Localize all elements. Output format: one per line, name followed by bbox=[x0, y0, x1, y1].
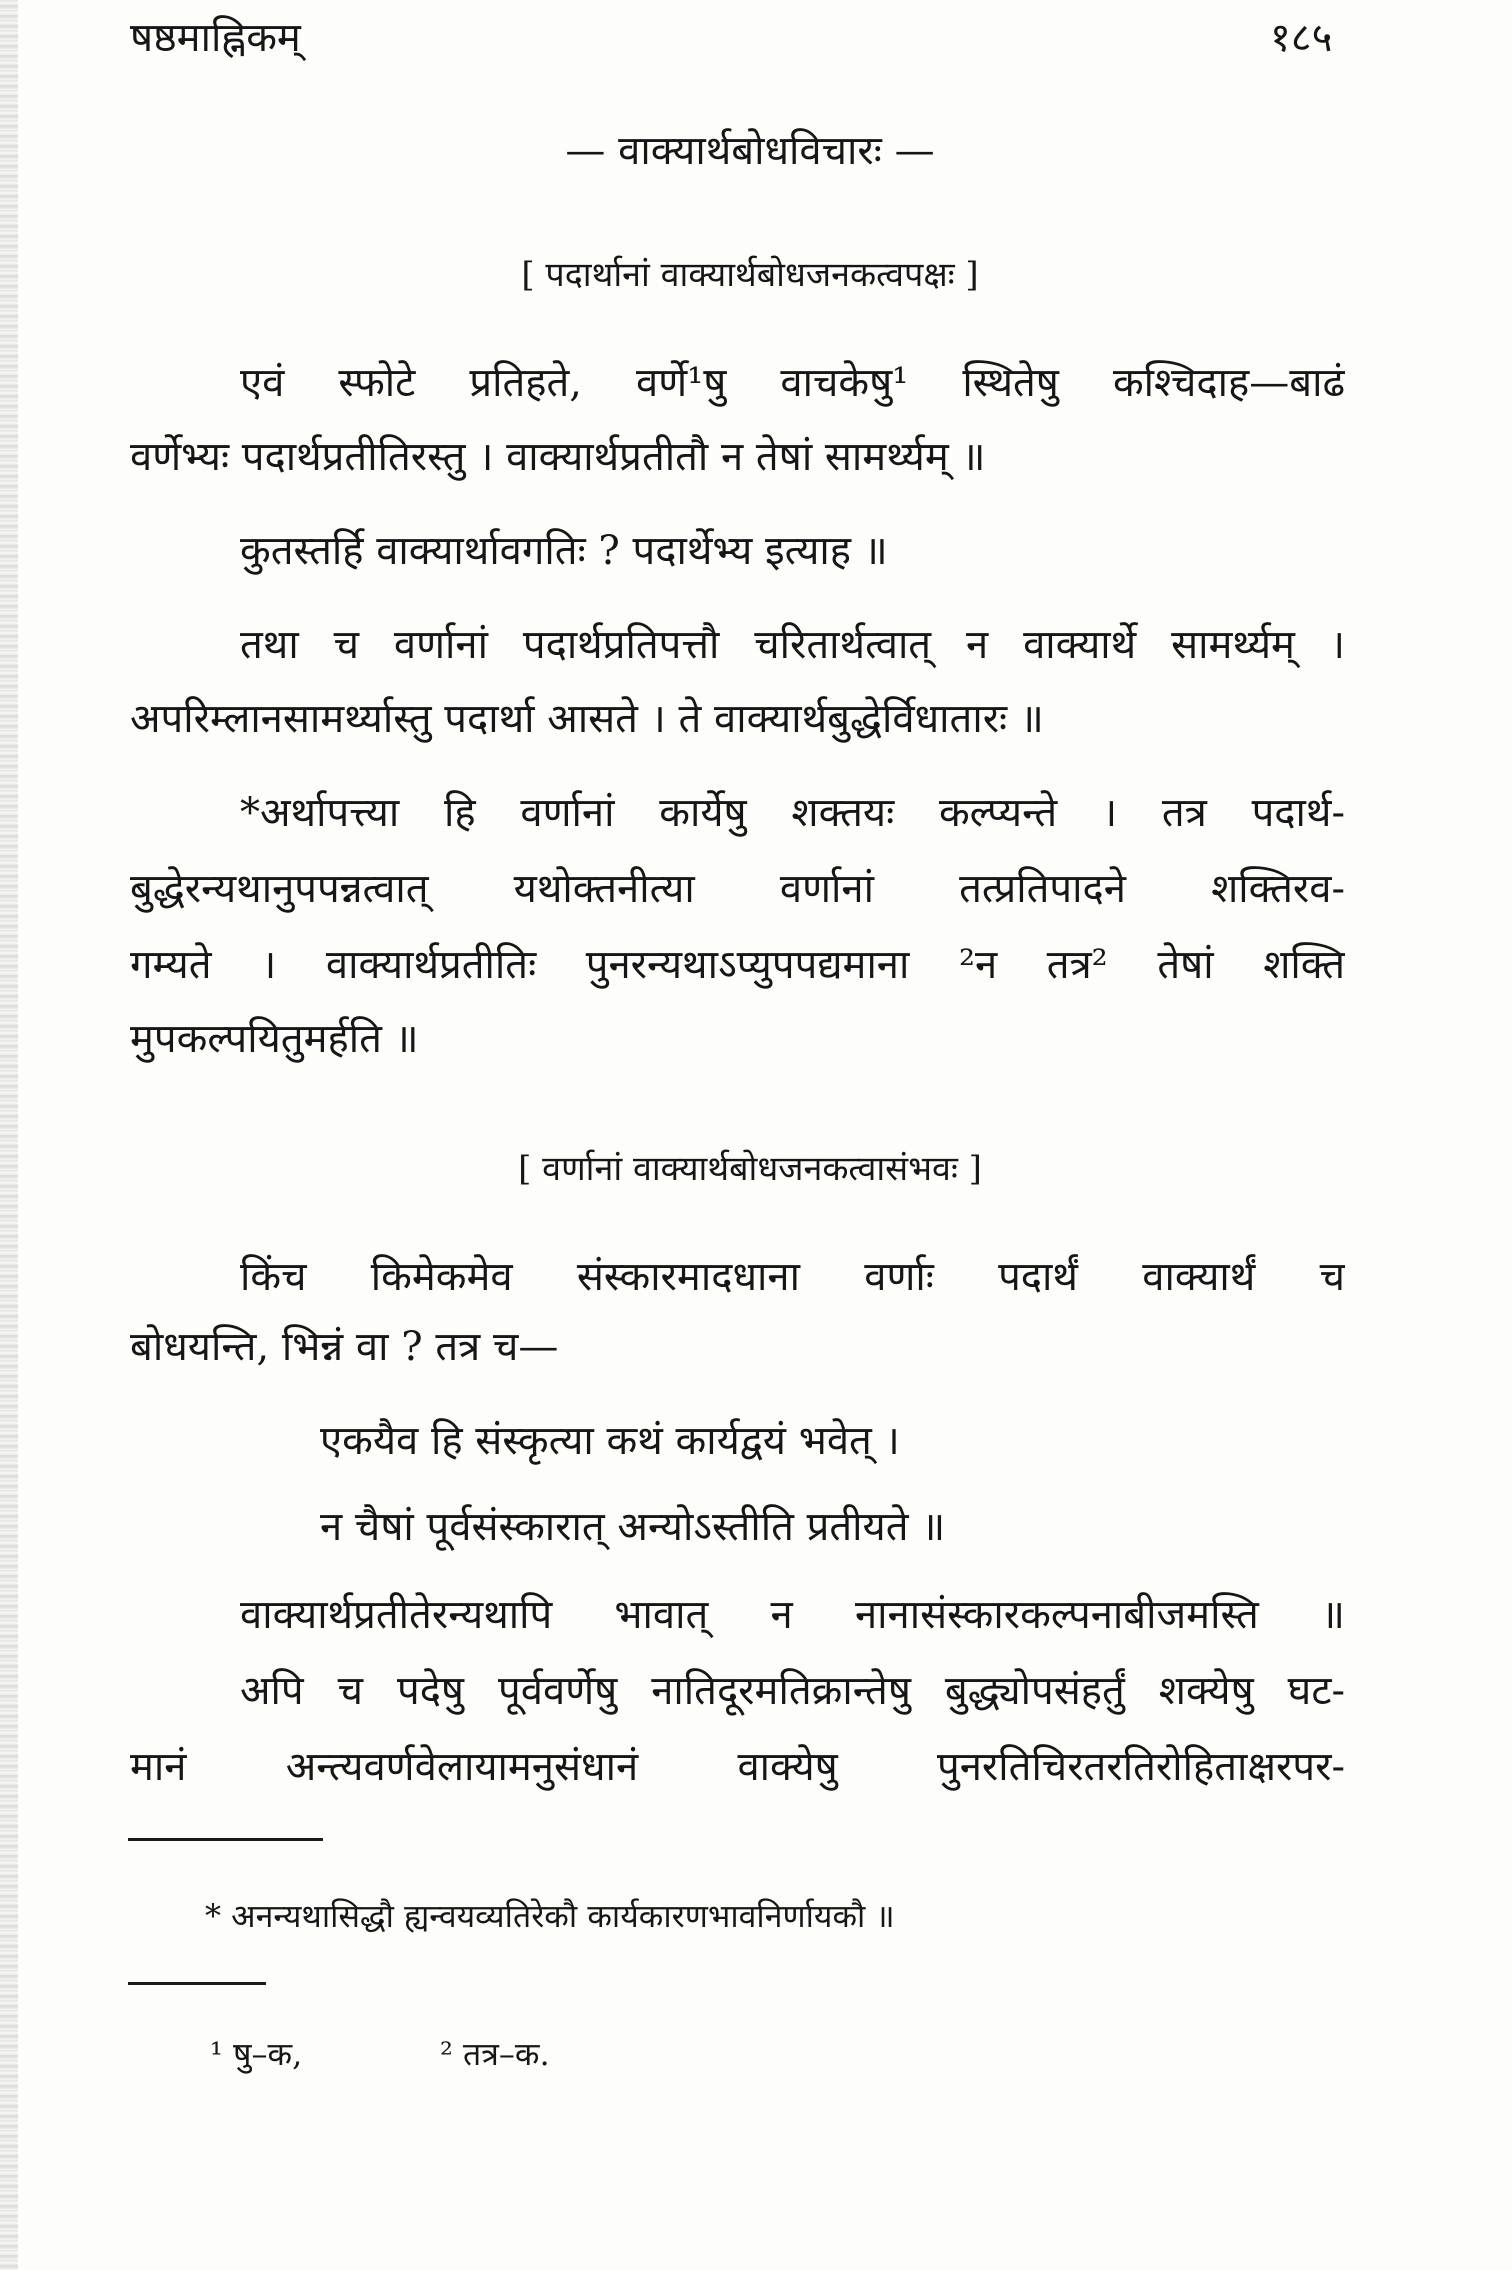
footnote-variant-1: ¹ षु–क, bbox=[210, 2035, 303, 2073]
footnote-variant-2: ² तत्र–क. bbox=[440, 2035, 550, 2073]
text-line-12: वाक्यार्थप्रतीतेरन्यथापि भावात् न नानासंस्कारकल्पनाबीजमस्ति ॥ bbox=[240, 1592, 1345, 1638]
text-line-4: तथा च वर्णानां पदार्थप्रतिपत्तौ चरितार्थत्वात् न वाक्यार्थे सामर्थ्यम् । bbox=[240, 622, 1345, 668]
text-line-10: किंच किमेकमेव संस्कारमादधाना वर्णाः पदार्थं वाक्यार्थं च bbox=[240, 1254, 1345, 1300]
text-line-7: बुद्धेरन्यथानुपपन्नत्वात् यथोक्तनीत्या वर्णानां तत्प्रतिपादने शक्तिरव- bbox=[130, 866, 1345, 912]
text-line-6: *अर्थापत्त्या हि वर्णानां कार्येषु शक्तयः कल्प्यन्ते । तत्र पदार्थ- bbox=[240, 790, 1345, 836]
text-line-1: एवं स्फोटे प्रतिहते, वर्णे¹षु वाचकेषु¹ स्थितेषु कश्चिदाह—बाढं bbox=[240, 360, 1345, 406]
text-line-14: मानं अन्त्यवर्णवेलायामनुसंधानं वाक्येषु पुनरतिचिरतरतिरोहिताक्षरपर- bbox=[130, 1744, 1345, 1790]
text-line-2: वर्णेभ्यः पदार्थप्रतीतिरस्तु । वाक्यार्थप्रतीतौ न तेषां सामर्थ्यम् ॥ bbox=[130, 434, 986, 480]
verse-line-1: एकयैव हि संस्कृत्या कथं कार्यद्वयं भवेत् । bbox=[320, 1418, 900, 1464]
footnote-star: * अनन्यथासिद्धौ ह्यन्वयव्यतिरेकौ कार्यकारणभावनिर्णायकौ ॥ bbox=[205, 1897, 895, 1935]
text-line-8: गम्यते । वाक्यार्थप्रतीतिः पुनरन्यथाऽप्युपपद्यमाना ²न तत्र² तेषां शक्ति bbox=[130, 942, 1345, 988]
text-line-3: कुतस्तर्हि वाक्यार्थावगतिः ? पदार्थेभ्य इत्याह ॥ bbox=[240, 528, 888, 574]
page-number: १८५ bbox=[1270, 15, 1333, 61]
text-line-13: अपि च पदेषु पूर्ववर्णेषु नातिदूरमतिक्रान्तेषु बुद्ध्योपसंहर्तुं शक्येषु घट- bbox=[240, 1668, 1345, 1714]
subheading-2: [ वर्णानां वाक्यार्थबोधजनकत्वासंभवः ] bbox=[518, 1149, 982, 1189]
text-line-9: मुपकल्पयितुमर्हति ॥ bbox=[130, 1016, 419, 1062]
page-edge-shadow bbox=[0, 0, 18, 2270]
subheading-1: [ पदार्थानां वाक्यार्थबोधजनकत्वपक्षः ] bbox=[521, 255, 979, 295]
text-line-11: बोधयन्ति, भिन्नं वा ? तत्र च— bbox=[130, 1324, 559, 1370]
running-header: षष्ठमाह्निकम् bbox=[130, 15, 301, 61]
verse-line-2: न चैषां पूर्वसंस्कारात् अन्योऽस्तीति प्रतीयते ॥ bbox=[320, 1504, 946, 1550]
footnote-rule-2 bbox=[128, 1982, 266, 1985]
section-title: — वाक्यार्थबोधविचारः — bbox=[565, 128, 935, 174]
footnote-rule-1 bbox=[128, 1838, 323, 1841]
text-line-5: अपरिम्लानसामर्थ्यास्तु पदार्था आसते । ते वाक्यार्थबुद्धेर्विधातारः ॥ bbox=[130, 696, 1044, 742]
